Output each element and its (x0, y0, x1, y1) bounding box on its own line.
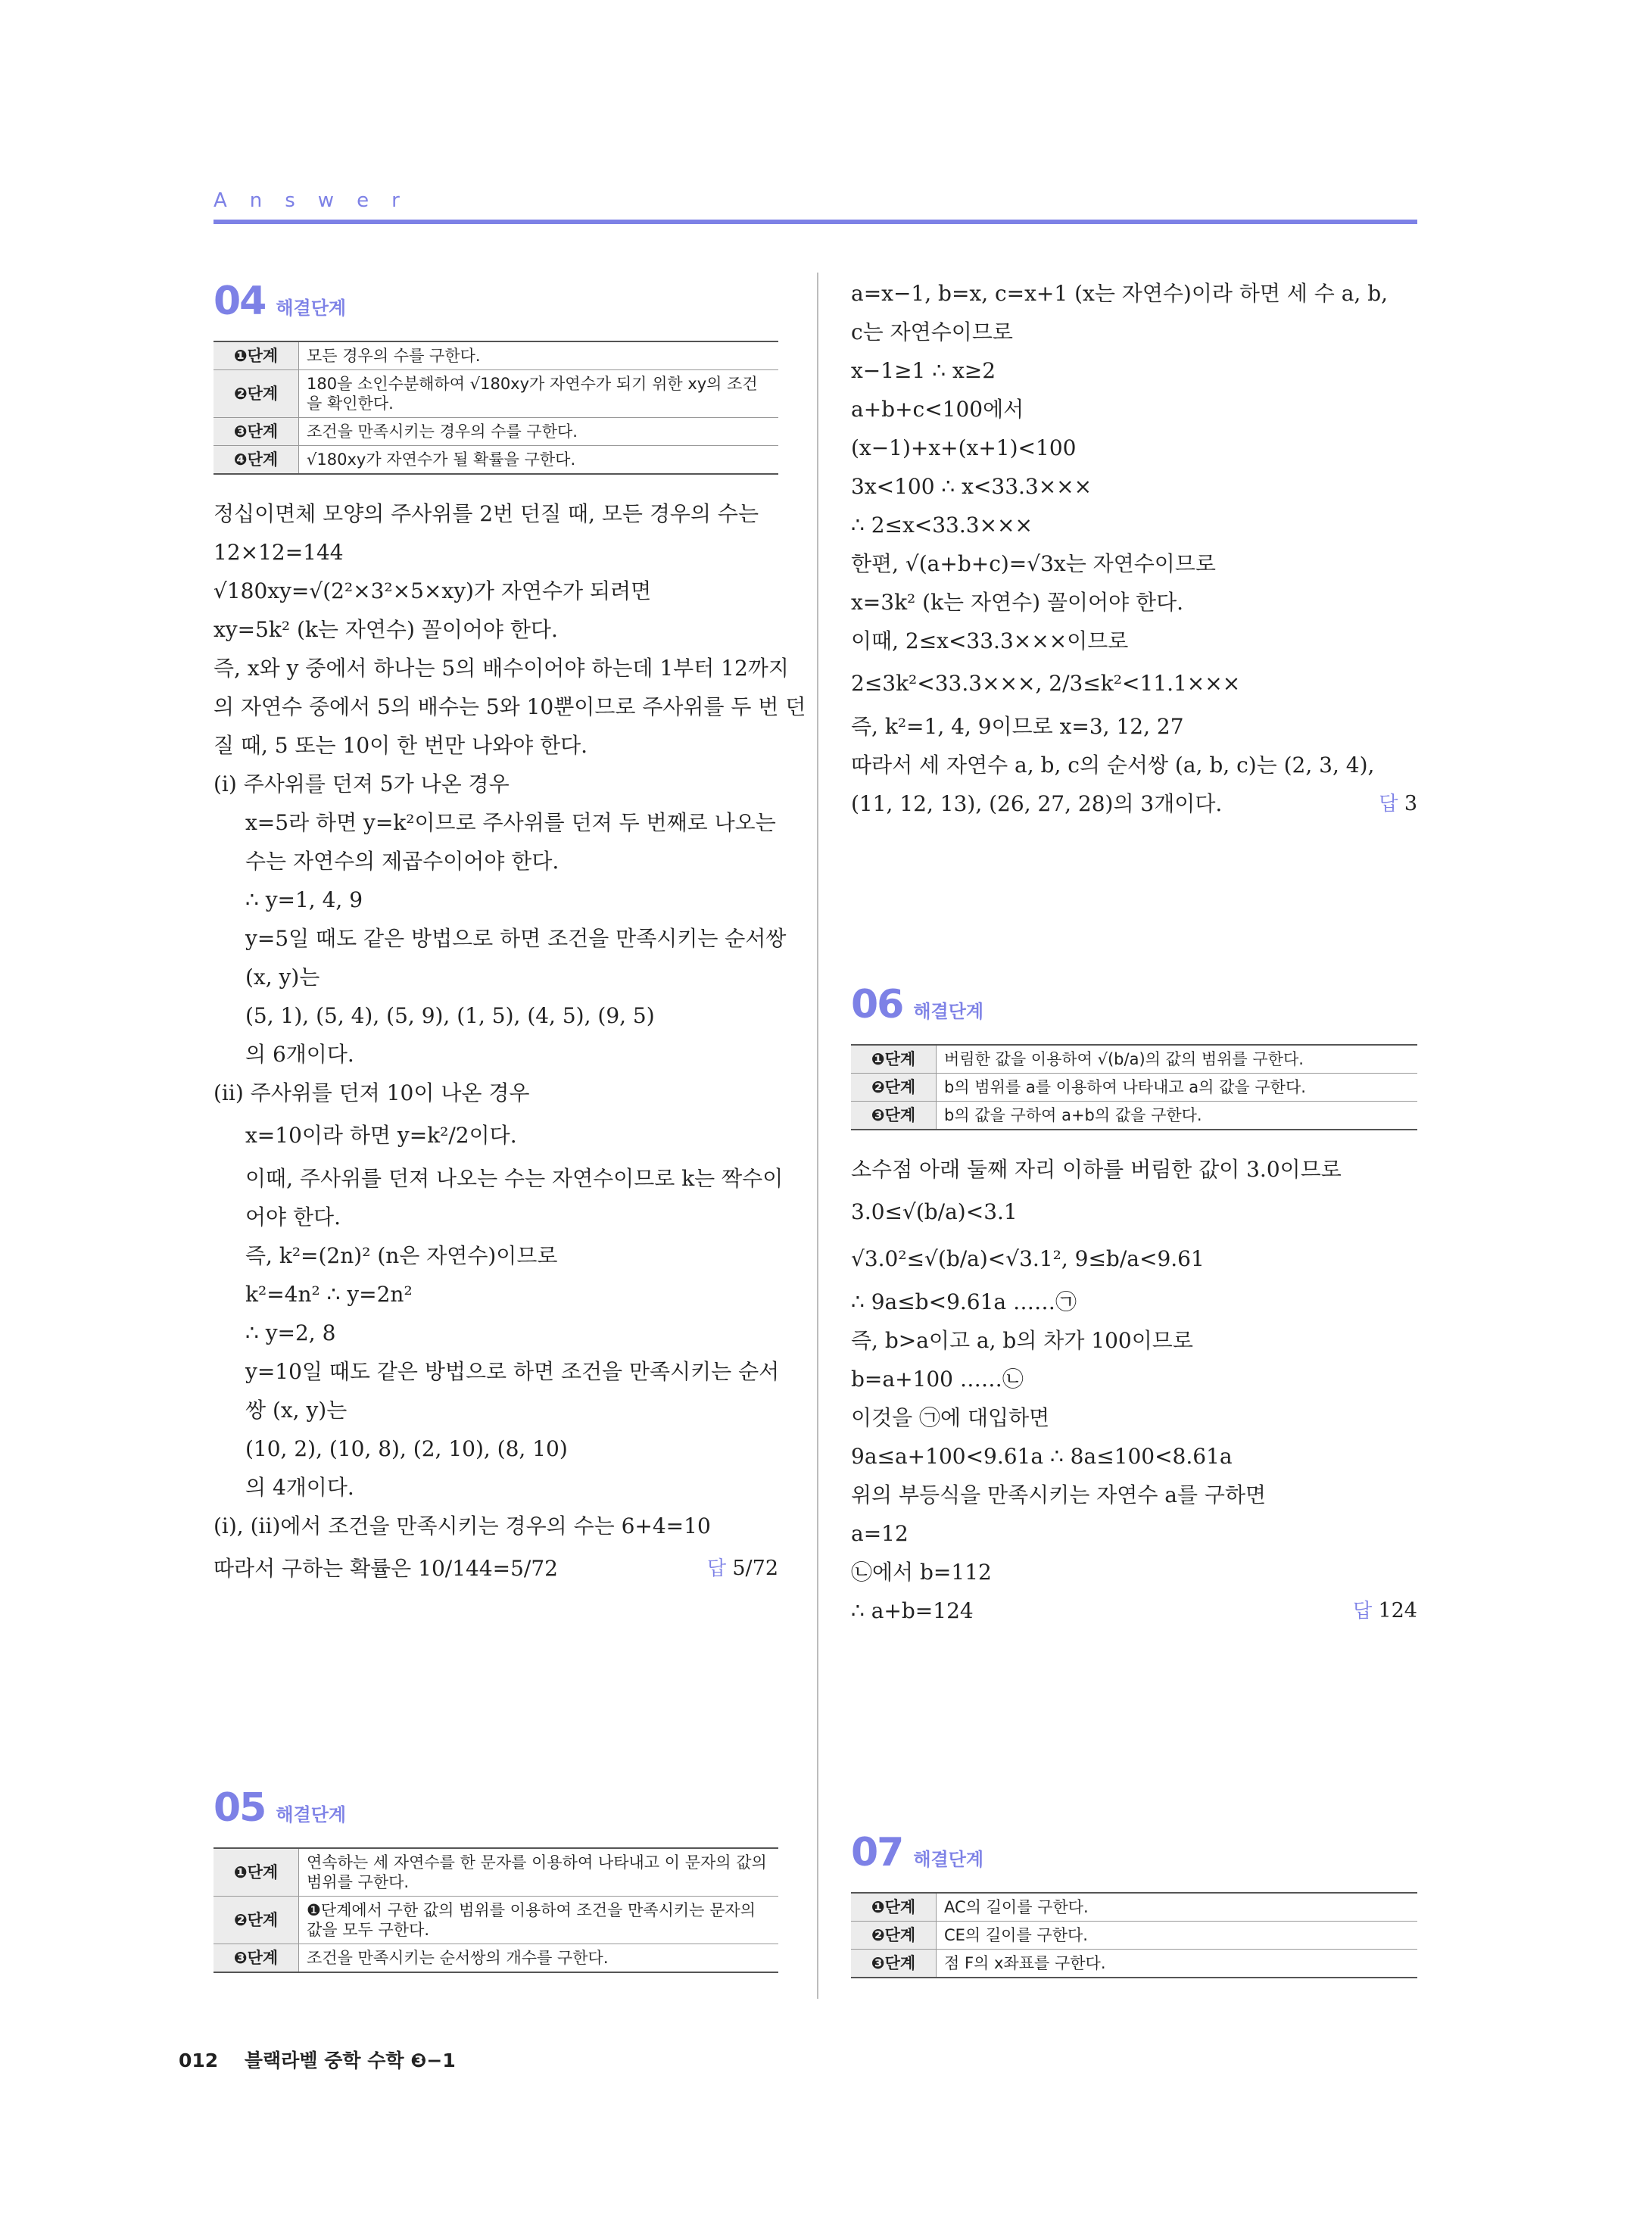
problem-04 (214, 279, 806, 1592)
solution-line: 정십이면체 모양의 주사위를 2번 던질 때, 모든 경우의 수는 (214, 501, 759, 526)
problem-07-heading (851, 1830, 1417, 1875)
solution-line: 즉, x와 y 중에서 하나는 5의 배수이어야 하는데 1부터 12까지 (214, 656, 789, 681)
solution-line (214, 1545, 778, 1592)
step-label: ❶단계 (214, 1848, 299, 1897)
step-text: 모든 경우의 수를 구한다. (307, 347, 481, 365)
answer-section-label: Answer (214, 189, 422, 212)
step-label: ❶단계 (214, 341, 299, 370)
problem-05-solution (851, 274, 1417, 823)
step-label: ❷단계 (214, 370, 299, 418)
solution-line: (ⅰ), (ⅱ)에서 조건을 만족시키는 경우의 수는 6+4=10 (214, 1513, 711, 1538)
book-title: 블랙라벨 중학 수학 ❸−1 (244, 2050, 456, 2071)
solution-line: 이때, 2≤x<33.3×××이므로 (851, 628, 1129, 653)
step-label: ❸단계 (214, 1944, 299, 1973)
step-row (851, 1922, 1417, 1950)
step-label: ❷단계 (851, 1922, 937, 1950)
right-column (851, 274, 1417, 1972)
step-row (214, 341, 778, 370)
step-text: b의 범위를 a를 이용하여 나타내고 a의 값을 구한다. (937, 1074, 1418, 1102)
step-label: ❸단계 (851, 1102, 937, 1130)
step-row (851, 1045, 1417, 1074)
problem-title: 해결단계 (276, 1804, 347, 1825)
solution-line: c는 자연수이므로 (851, 320, 1013, 344)
page-number: 012 (179, 2050, 219, 2071)
answer (1379, 784, 1417, 824)
solution-line: 2≤3k²<33.3×××, 2/3≤k²<11.1××× (851, 671, 1241, 696)
solution-line: xy=5k² (k는 자연수) 꼴이어야 한다. (214, 617, 558, 642)
solution-line: 즉, k²=1, 4, 9이므로 x=3, 12, 27 (851, 714, 1184, 739)
header-rule (214, 220, 1417, 224)
solution-line: (x−1)+x+(x+1)<100 (851, 435, 1077, 460)
solution-body (851, 1150, 1417, 1630)
solution-line: (5, 1), (5, 4), (5, 9), (1, 5), (4, 5), (9, 5) (245, 1003, 655, 1028)
solution-line: ∴ y=2, 8 (245, 1320, 336, 1345)
solution-steps-table (851, 1892, 1417, 1978)
solution-line: 12×12=144 (214, 540, 344, 565)
solution-line: 쌍 (x, y)는 (245, 1398, 348, 1423)
solution-line: ㉡에서 b=112 (851, 1560, 992, 1585)
step-row (851, 1102, 1417, 1130)
solution-line: x−1≥1 ∴ x≥2 (851, 358, 996, 383)
step-label: ❷단계 (851, 1074, 937, 1102)
solution-line: (ⅱ) 주사위를 던져 10이 나온 경우 (214, 1080, 530, 1105)
problem-04-heading (214, 279, 778, 324)
step-row (214, 446, 778, 475)
solution-line: 의 4개이다. (245, 1475, 354, 1500)
step-text: 연속하는 세 자연수를 한 문자를 이용하여 나타내고 이 문자의 값의 범위를 구한다. (307, 1853, 767, 1891)
solution-line: 이때, 주사위를 던져 나오는 수는 자연수이므로 k는 짝수이 (245, 1166, 784, 1191)
solution-line: a=12 (851, 1521, 909, 1546)
step-row (851, 1893, 1417, 1922)
solution-line: 즉, b>a이고 a, b의 차가 100이므로 (851, 1328, 1193, 1353)
problem-title: 해결단계 (276, 298, 347, 319)
step-row (851, 1950, 1417, 1978)
answer-value: 124 (1378, 1599, 1417, 1622)
solution-line: 위의 부등식을 만족시키는 자연수 a를 구하면 (851, 1482, 1267, 1507)
answer-label: 답 (706, 1557, 727, 1580)
problem-number: 05 (214, 1785, 266, 1831)
step-label: ❶단계 (851, 1893, 937, 1922)
solution-line: x=3k² (k는 자연수) 꼴이어야 한다. (851, 590, 1184, 615)
step-row (851, 1074, 1417, 1102)
step-label: ❷단계 (214, 1897, 299, 1944)
answer-label: 답 (1379, 793, 1398, 815)
step-text: AC의 길이를 구한다. (944, 1898, 1089, 1916)
solution-line: y=5일 때도 같은 방법으로 하면 조건을 만족시키는 순서쌍 (245, 926, 787, 951)
column-divider (817, 273, 818, 1999)
solution-line: √3.0²≤√(b/a)<√3.1², 9≤b/a<9.61 (851, 1246, 1205, 1271)
solution-line: 따라서 세 자연수 a, b, c의 순서쌍 (a, b, c)는 (2, 3, 4), (851, 753, 1375, 778)
problem-number: 07 (851, 1830, 903, 1875)
solution-steps-table (214, 1847, 778, 1973)
problem-05 (214, 1785, 778, 1993)
solution-line: x=5라 하면 y=k²이므로 주사위를 던져 두 번째로 나오는 (245, 810, 776, 835)
step-text: CE의 길이를 구한다. (937, 1922, 1418, 1950)
solution-line (851, 784, 1417, 823)
solution-line-text: 따라서 구하는 확률은 10/144=5/72 (214, 1556, 558, 1581)
page-header (214, 189, 1417, 212)
step-label: ❸단계 (851, 1950, 937, 1978)
problem-05-heading (214, 1785, 778, 1831)
step-row (214, 418, 778, 446)
solution-body (214, 494, 806, 1592)
solution-line: 3.0≤√(b/a)<3.1 (851, 1199, 1018, 1224)
step-label: ❹단계 (214, 446, 299, 475)
step-row (214, 1848, 778, 1897)
step-text: 조건을 만족시키는 순서쌍의 개수를 구한다. (299, 1944, 779, 1973)
solution-line: y=10일 때도 같은 방법으로 하면 조건을 만족시키는 순서 (245, 1359, 780, 1384)
answer (1353, 1591, 1417, 1631)
solution-steps-table (851, 1044, 1417, 1130)
left-column (214, 279, 806, 1967)
problem-06 (851, 982, 1417, 1631)
solution-line: b=a+100 ……㉡ (851, 1367, 1024, 1392)
answer (707, 1545, 778, 1592)
step-row (214, 370, 778, 418)
solution-line: a=x−1, b=x, c=x+1 (x는 자연수)이라 하면 세 수 a, b, (851, 281, 1389, 306)
solution-line: k²=4n² ∴ y=2n² (245, 1282, 413, 1307)
solution-line: (10, 2), (10, 8), (2, 10), (8, 10) (245, 1436, 568, 1461)
solution-line: ∴ 2≤x<33.3××× (851, 513, 1033, 538)
problem-number: 04 (214, 279, 266, 324)
solution-line: x=10이라 하면 y=k²/2이다. (245, 1123, 517, 1148)
step-label: ❸단계 (214, 418, 299, 446)
step-text: 버림한 값을 이용하여 √(b/a)의 값의 범위를 구한다. (944, 1050, 1304, 1068)
solution-line: 질 때, 5 또는 10이 한 번만 나와야 한다. (214, 733, 588, 758)
solution-line: ∴ 9a≤b<9.61a ……㉠ (851, 1289, 1077, 1314)
solution-line: 이것을 ㉠에 대입하면 (851, 1405, 1050, 1430)
solution-line: 어야 한다. (245, 1205, 341, 1230)
solution-line: 3x<100 ∴ x<33.3××× (851, 474, 1093, 499)
step-text: 180을 소인수분해하여 √180xy가 자연수가 되기 위한 xy의 조건을 확인한다. (299, 370, 779, 418)
step-text: b의 값을 구하여 a+b의 값을 구한다. (937, 1102, 1418, 1130)
problem-number: 06 (851, 982, 903, 1027)
step-text: ❶단계에서 구한 값의 범위를 이용하여 조건을 만족시키는 문자의 값을 모두 구한다. (299, 1897, 779, 1944)
solution-line: 한편, √(a+b+c)=√3x는 자연수이므로 (851, 551, 1216, 576)
problem-title: 해결단계 (913, 1849, 984, 1870)
problem-06-heading (851, 982, 1417, 1027)
solution-steps-table (214, 341, 778, 475)
problem-07 (851, 1830, 1417, 1998)
solution-line (851, 1591, 1417, 1630)
solution-line: 소수점 아래 둘째 자리 이하를 버림한 값이 3.0이므로 (851, 1157, 1342, 1182)
solution-line-text: (11, 12, 13), (26, 27, 28)의 3개이다. (851, 791, 1223, 816)
answer-value: 3 (1404, 792, 1417, 815)
solution-line: 의 6개이다. (245, 1042, 354, 1067)
answer-label: 답 (1353, 1600, 1373, 1622)
solution-line: 즉, k²=(2n)² (n은 자연수)이므로 (245, 1243, 558, 1268)
solution-line: √180xy=√(2²×3²×5×xy)가 자연수가 되려면 (214, 578, 652, 603)
solution-line: (ⅰ) 주사위를 던져 5가 나온 경우 (214, 771, 510, 796)
page-footer (179, 2046, 456, 2073)
step-text: 조건을 만족시키는 경우의 수를 구한다. (299, 418, 779, 446)
step-text: 점 F의 x좌표를 구한다. (937, 1950, 1418, 1978)
solution-line-text: ∴ a+b=124 (851, 1598, 974, 1623)
solution-line: ∴ y=1, 4, 9 (245, 887, 363, 912)
answer-value: 5/72 (732, 1557, 778, 1580)
solution-line: 9a≤a+100<9.61a ∴ 8a≤100<8.61a (851, 1444, 1233, 1469)
solution-line: a+b+c<100에서 (851, 397, 1024, 422)
step-row (214, 1897, 778, 1944)
step-label: ❶단계 (851, 1045, 937, 1074)
problem-title: 해결단계 (913, 1001, 984, 1022)
step-text: √180xy가 자연수가 될 확률을 구한다. (299, 446, 779, 475)
solution-line: 수는 자연수의 제곱수이어야 한다. (245, 849, 559, 874)
solution-line: 의 자연수 중에서 5의 배수는 5와 10뿐이므로 주사위를 두 번 던 (214, 694, 806, 719)
step-row (214, 1944, 778, 1973)
solution-line: (x, y)는 (245, 965, 320, 990)
